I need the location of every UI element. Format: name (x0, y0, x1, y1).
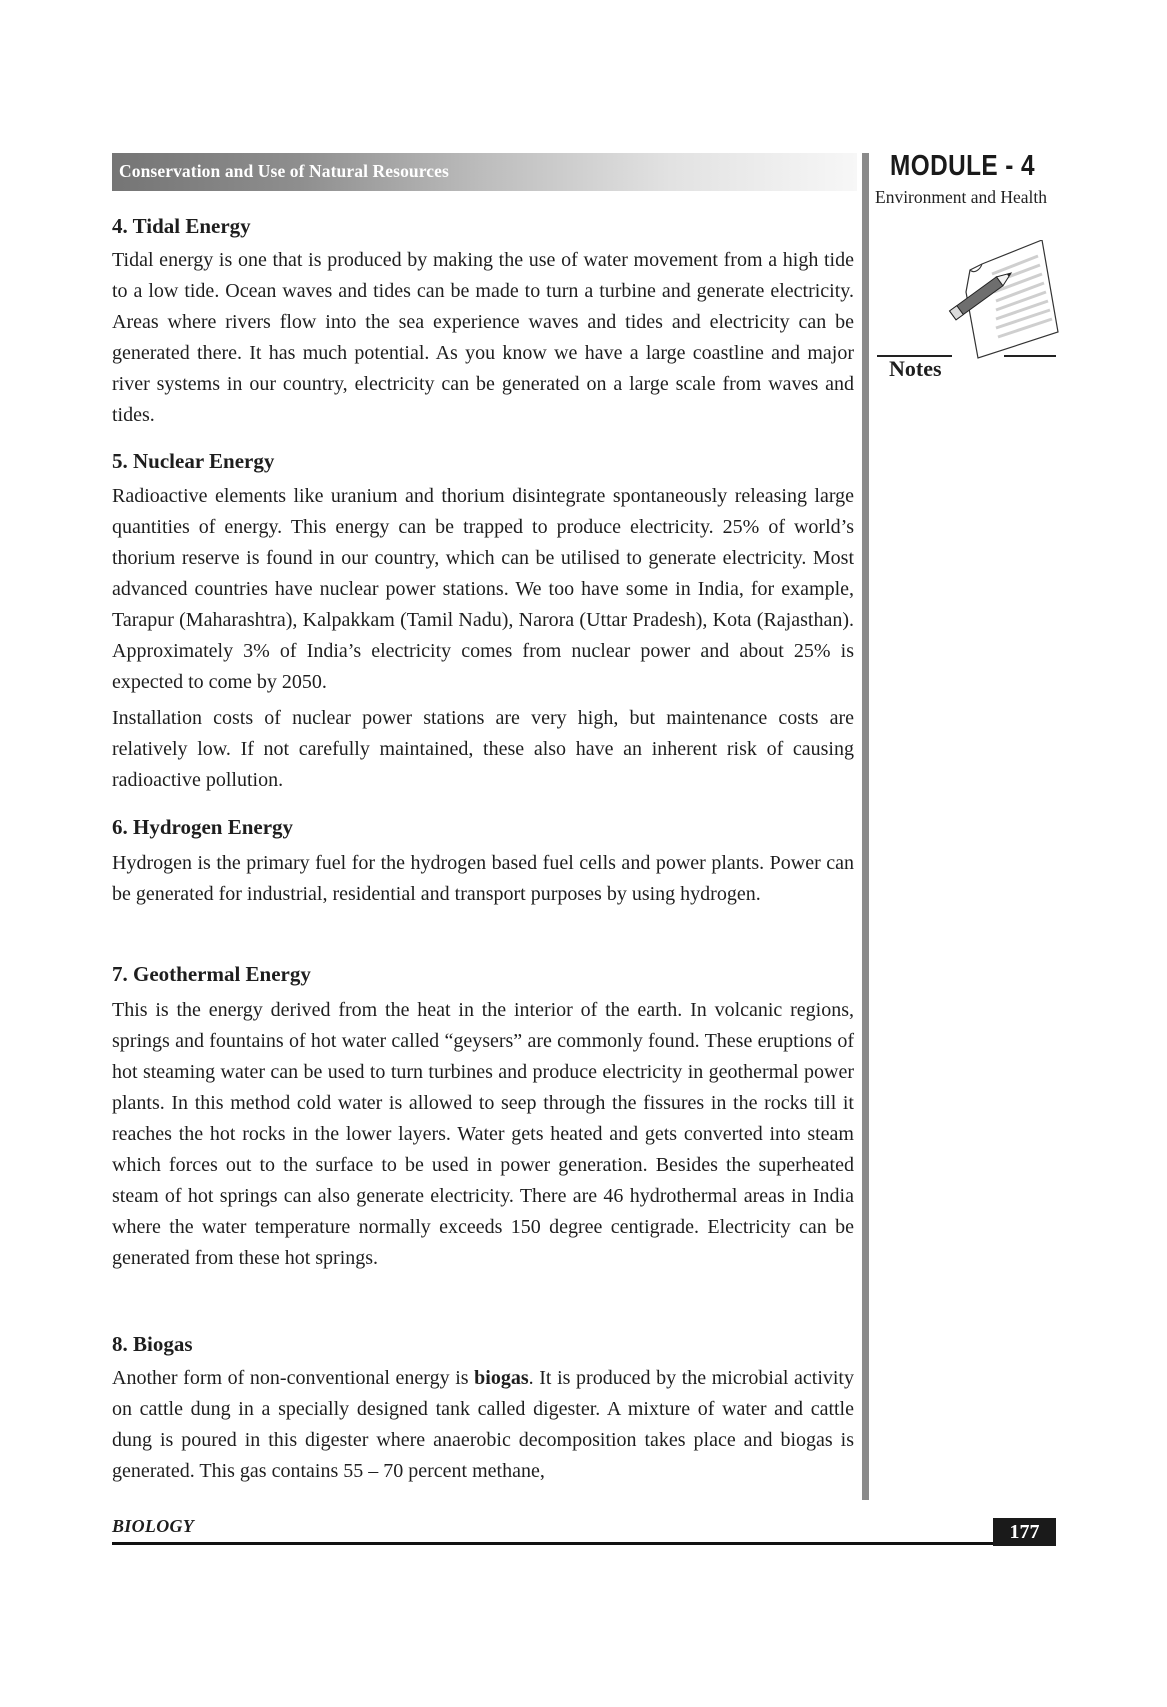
section-text-nuclear-2: Installation costs of nuclear power stations are very high, but maintenance costs are relatively low. If not carefully maintained, these also have an inherent risk of causing radioactive pollution. (112, 707, 854, 791)
footer-rule (112, 1542, 993, 1545)
running-header-title: Conservation and Use of Natural Resources (119, 161, 449, 181)
biogas-text-before: Another form of non-conventional energy is (112, 1367, 475, 1389)
module-title: MODULE - 4 (890, 150, 1035, 182)
section-text-nuclear-1: Radioactive elements like uranium and thorium disintegrate spontaneously releasing large quantities of energy. This energy can be trapped to produce electricity. 25% of world’s thorium reserve is found in our country, which can be utilised to generate electricity. Most advanced countries have nuclear power stations. We too have some in India, for example, Tarapur (Maharashtra), Kalpakkam (Tamil Nadu), Narora (Uttar Pradesh), Kota (Rajasthan). Approximately 3% of India’s electricity comes from nuclear power and about 25% is expected to come by 2050. (112, 485, 854, 693)
notes-rule-right (1004, 355, 1056, 357)
section-heading-hydrogen: 6. Hydrogen Energy (112, 815, 294, 839)
section-heading-nuclear: 5. Nuclear Energy (112, 449, 275, 473)
notepad-pencil-icon (940, 240, 1060, 365)
notes-label: Notes (889, 356, 942, 381)
page-number: 177 (993, 1518, 1056, 1546)
module-subtitle: Environment and Health (875, 187, 1048, 207)
running-header-band (112, 153, 857, 191)
margin-divider (862, 153, 869, 1500)
biogas-term: biogas (474, 1367, 529, 1389)
section-text-tidal: Tidal energy is one that is produced by making the use of water movement from a high tide to a low tide. Ocean waves and tides can be made to turn a turbine and generate electricity. Areas where rivers flow into the sea experience waves and tides and electricity can be generated there. It has much potential. As you know we have a large coastline and major river systems in our country, electricity can be generated on a large scale from waves and tides. (112, 249, 854, 426)
section-heading-biogas: 8. Biogas (112, 1332, 193, 1356)
footer-subject: BIOLOGY (112, 1516, 195, 1536)
biogas-text-after: . It is produced by the microbial activity on cattle dung in a specially designed tank called digester. A mixture of water and cattle dung is poured in this digester where anaerobic decomposition takes place and biogas is generated. This gas contains 55 – 70 percent methane, (112, 1367, 854, 1482)
section-text-hydrogen: Hydrogen is the primary fuel for the hydrogen based fuel cells and power plants. Power can be generated for industrial, residential and transport purposes by using hydrogen. (112, 852, 854, 905)
section-heading-tidal: 4. Tidal Energy (112, 214, 251, 238)
section-heading-geothermal: 7. Geothermal Energy (112, 962, 311, 986)
section-text-biogas (112, 1363, 854, 1487)
section-text-geothermal: This is the energy derived from the heat in the interior of the earth. In volcanic regions, springs and fountains of hot water called “geysers” are commonly found. These eruptions of hot steaming water can be used to turn turbines and produce electricity in geothermal power plants. In this method cold water is allowed to seep through the fissures in the rocks till it reaches the hot rocks in the lower layers. Water gets heated and gets converted into steam which forces out to the surface to be used in power generation. Besides the superheated steam of hot springs can also generate electricity. There are 46 hydrothermal areas in India where the water temperature normally exceeds 150 degree centigrade. Electricity can be generated from these hot springs. (112, 999, 854, 1269)
